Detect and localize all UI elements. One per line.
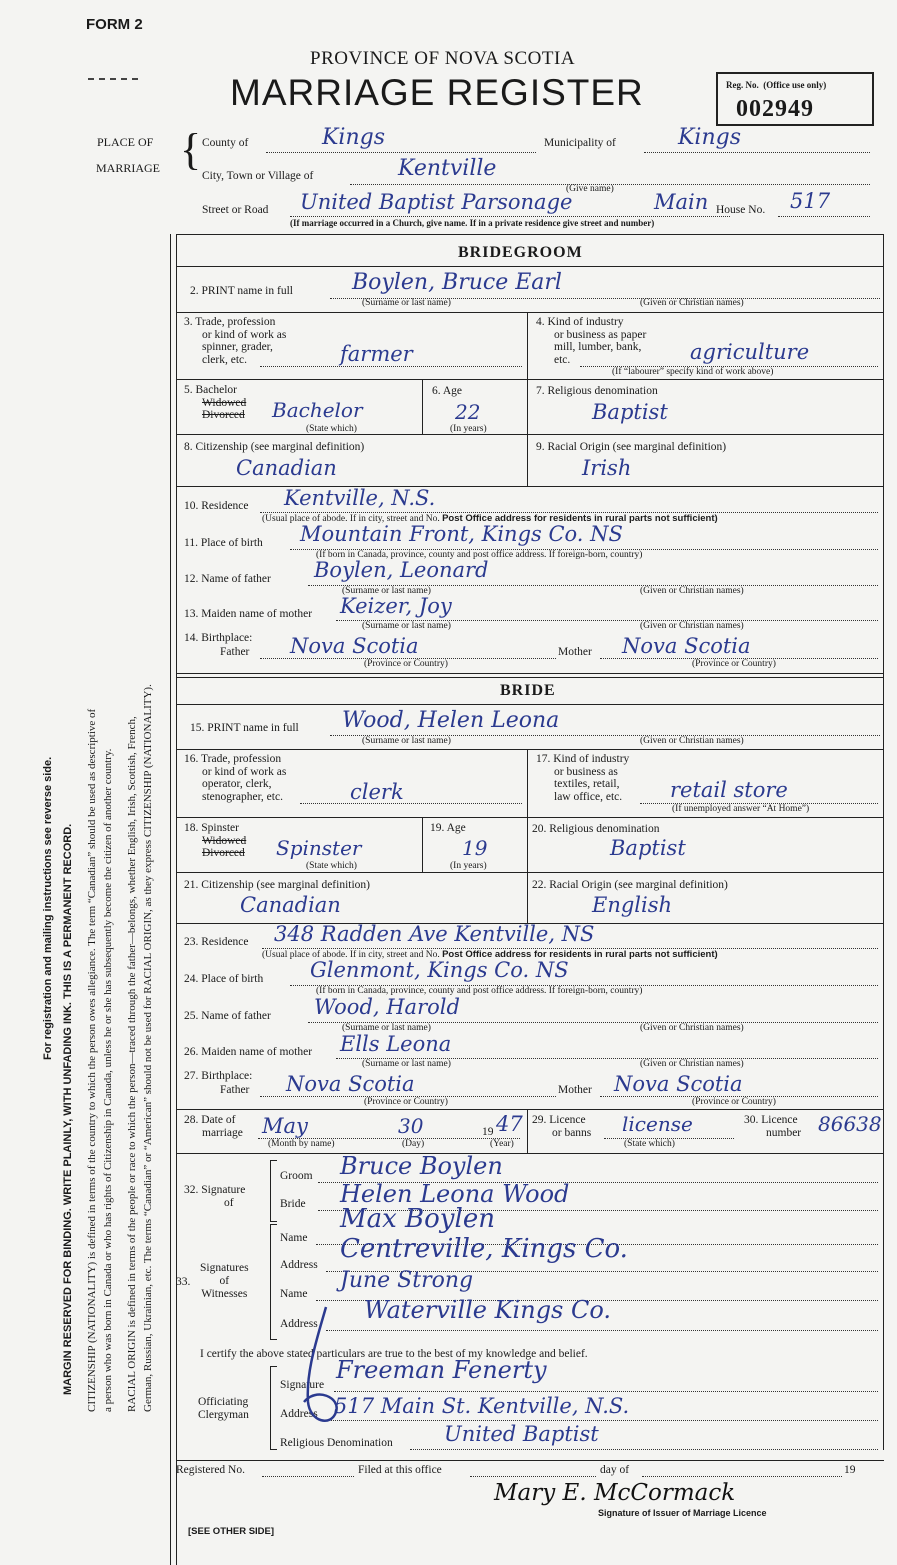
bride-father-surname-hint: (Surname or last name) xyxy=(342,1023,431,1033)
bride-bp-mother-label: Mother xyxy=(558,1084,592,1096)
footer-year: 19 xyxy=(844,1464,856,1476)
groom-birthplace: Mountain Front, Kings Co. NS xyxy=(300,522,623,546)
witness-num: 33. xyxy=(176,1276,191,1288)
sig-label: 32. Signature of xyxy=(184,1184,246,1209)
marriage-month: May xyxy=(262,1114,308,1138)
bride-bp-father-hint: (Province or Country) xyxy=(364,1097,448,1107)
groom-mother-label: 13. Maiden name of mother xyxy=(184,608,313,620)
groom-mother-given-hint: (Given or Christian names) xyxy=(640,621,744,631)
clergy-sig-label: Signature xyxy=(280,1379,325,1391)
street-name-value: Main xyxy=(654,190,709,214)
place-brace: { xyxy=(180,125,202,174)
margin-line-6: German, Russian, Ukrainian, etc. The terms “Canadian” or “American” should not be used for RACIAL ORIGIN, as they express CITIZENSHIP (NATIONALITY). xyxy=(142,684,154,1412)
day-of-label: day of xyxy=(600,1464,630,1476)
groom-racial: Irish xyxy=(582,456,632,480)
groom-bp-father: Nova Scotia xyxy=(290,634,419,658)
groom-bp-father-hint: (Province or Country) xyxy=(364,659,448,669)
groom-citizenship-label: 8. Citizenship (see marginal definition) xyxy=(184,441,365,453)
place-label-1: PLACE OF xyxy=(97,135,154,149)
bride-citizenship: Canadian xyxy=(240,893,341,917)
w2-address-label: Address xyxy=(280,1318,318,1330)
day-hint: (Day) xyxy=(402,1139,425,1149)
bride-status-label: 18. Spinster Widowed Divorced xyxy=(184,822,247,859)
bride-religion: Baptist xyxy=(610,836,686,860)
groom-father: Boylen, Leonard xyxy=(314,558,489,582)
bride-mother-given-hint: (Given or Christian names) xyxy=(640,1059,744,1069)
bride-age: 19 xyxy=(462,836,488,860)
margin-line-3: CITIZENSHIP (NATIONALITY) is defined in terms of the country to which the person owes allegiance. The term “Canadian” should be used as descriptive of xyxy=(86,708,98,1412)
groom-religion: Baptist xyxy=(592,400,668,424)
bride-bp-label: 27. Birthplace: xyxy=(184,1070,253,1082)
bride-name-label: 15. PRINT name in full xyxy=(190,722,299,734)
page-title: MARRIAGE REGISTER xyxy=(230,72,644,113)
street-label: Street or Road xyxy=(202,204,269,216)
groom-age-label: 6. Age xyxy=(432,385,463,397)
w2-name-label: Name xyxy=(280,1288,308,1300)
filed-label: Filed at this office xyxy=(358,1464,442,1476)
bride-industry-hint: (If unemployed answer “At Home”) xyxy=(672,804,810,814)
licence-number: 86638 xyxy=(818,1112,882,1136)
reg-number-box xyxy=(716,72,874,126)
licence-state-which: (State which) xyxy=(624,1139,675,1149)
reg-office-note: (Office use only) xyxy=(763,80,827,90)
w2-address: Waterville Kings Co. xyxy=(364,1296,612,1324)
clergy-address-label: Address xyxy=(280,1408,318,1420)
city-value: Kentville xyxy=(398,156,497,181)
bride-years-hint: (In years) xyxy=(450,861,487,871)
bride-mother-label: 26. Maiden name of mother xyxy=(184,1046,313,1058)
w1-name-label: Name xyxy=(280,1232,308,1244)
date-label: 28. Date of marriage xyxy=(184,1114,243,1139)
bride-father-given-hint: (Given or Christian names) xyxy=(640,1023,744,1033)
bride-status: Spinster xyxy=(276,836,362,860)
w1-address: Centreville, Kings Co. xyxy=(340,1234,628,1264)
bride-name: Wood, Helen Leona xyxy=(342,708,560,733)
groom-mother-surname-hint: (Surname or last name) xyxy=(362,621,451,631)
street-note: (If marriage occurred in a Church, give name. If in a private residence give street and number) xyxy=(290,218,655,228)
house-label: House No. xyxy=(716,204,766,216)
margin-line-5: RACIAL ORIGIN is defined in terms of the people or race to which the person—traced through the father—belongs, whether English, Irish, Scottish, French, xyxy=(126,716,138,1412)
denom-label: Religious Denomination xyxy=(280,1437,393,1449)
groom-section-title: BRIDEGROOM xyxy=(458,244,583,261)
groom-bp-label: 14. Birthplace: xyxy=(184,632,253,644)
certify-text: I certify the above stated particulars are true to the best of my knowledge and belief. xyxy=(200,1348,588,1360)
w2-name: June Strong xyxy=(340,1268,474,1293)
clergy-flourish xyxy=(296,1302,356,1432)
groom-sig-label: Groom xyxy=(280,1170,313,1182)
margin-line-2: MARGIN RESERVED FOR BINDING. WRITE PLAINLY, WITH UNFADING INK. THIS IS A PERMANENT RECORD. xyxy=(62,823,74,1395)
province-heading: PROVINCE OF NOVA SCOTIA xyxy=(310,48,576,69)
bride-industry: retail store xyxy=(670,778,788,802)
bride-signature: Helen Leona Wood xyxy=(340,1180,570,1208)
marriage-day: 30 xyxy=(398,1114,424,1138)
give-name-hint: (Give name) xyxy=(566,184,614,194)
groom-age: 22 xyxy=(455,400,481,424)
county-value: Kings xyxy=(322,125,386,150)
clergy-address: 517 Main St. Kentville, N.S. xyxy=(334,1394,630,1418)
groom-birthplace-label: 11. Place of birth xyxy=(184,537,263,549)
issuer-signature: Mary E. McCormack xyxy=(494,1480,736,1506)
denom-value: United Baptist xyxy=(444,1422,599,1446)
bride-state-which: (State which) xyxy=(306,861,357,871)
groom-given-hint: (Given or Christian names) xyxy=(640,298,744,308)
groom-bp-mother: Nova Scotia xyxy=(622,634,751,658)
bride-mother: Ells Leona xyxy=(340,1032,452,1056)
groom-bp-father-label: Father xyxy=(220,646,250,658)
groom-bp-mother-label: Mother xyxy=(558,646,592,658)
groom-residence-label: 10. Residence xyxy=(184,500,249,512)
groom-industry-label: 4. Kind of industry or business as paper mill, lumber, bank, etc. xyxy=(536,316,647,366)
w1-name: Max Boylen xyxy=(340,1204,495,1234)
bride-bp-mother-hint: (Province or Country) xyxy=(692,1097,776,1107)
groom-industry-hint: (If “labourer” specify kind of work above) xyxy=(612,367,774,377)
bride-residence-label: 23. Residence xyxy=(184,936,249,948)
bride-bp-mother: Nova Scotia xyxy=(614,1072,743,1096)
groom-bp-mother-hint: (Province or Country) xyxy=(692,659,776,669)
reg-number: 002949 xyxy=(736,96,814,122)
groom-religion-label: 7. Religious denomination xyxy=(536,385,658,397)
bride-residence-hint: (Usual place of abode. If in city, street and No. Post Office address for residents in rural parts not sufficient) xyxy=(262,949,718,960)
bride-trade: clerk xyxy=(350,780,404,804)
bride-trade-label: 16. Trade, profession or kind of work as operator, clerk, stenographer, etc. xyxy=(184,753,287,803)
city-label: City, Town or Village of xyxy=(202,170,314,182)
reg-label: Reg. No. xyxy=(726,80,759,90)
bride-given-hint: (Given or Christian names) xyxy=(640,736,744,746)
licence-type: license xyxy=(622,1112,693,1136)
margin-line-4: a person who was born in Canada or who has rights of Citizenship in Canada, unless he or she has subsequently become the citizen of another country. xyxy=(102,748,114,1412)
clergy-bracket xyxy=(270,1366,277,1450)
issuer-label: Signature of Issuer of Marriage Licence xyxy=(598,1508,767,1518)
place-label-2: MARRIAGE xyxy=(96,161,161,175)
groom-residence-hint: (Usual place of abode. If in city, street and No. Post Office address for residents in rural parts not sufficient) xyxy=(262,513,718,524)
bride-section-title: BRIDE xyxy=(500,682,556,699)
witness-label: Signatures of Witnesses xyxy=(200,1262,249,1300)
see-other-side: [SEE OTHER SIDE] xyxy=(188,1526,275,1537)
groom-surname-hint: (Surname or last name) xyxy=(362,298,451,308)
binding-mark xyxy=(88,78,138,80)
bride-mother-surname-hint: (Surname or last name) xyxy=(362,1059,451,1069)
house-value: 517 xyxy=(790,189,831,213)
year-hint: (Year) xyxy=(490,1139,514,1149)
groom-residence: Kentville, N.S. xyxy=(284,486,436,510)
bride-father: Wood, Harold xyxy=(314,995,460,1019)
groom-name-label: 2. PRINT name in full xyxy=(190,285,293,297)
groom-birthplace-hint: (If born in Canada, province, county and post office address. If foreign-born, country) xyxy=(316,550,643,560)
clergy-label: Officiating Clergyman xyxy=(198,1396,249,1421)
bride-age-label: 19. Age xyxy=(430,822,466,834)
licence-label: 29. Licence or banns xyxy=(532,1114,592,1139)
w1-address-label: Address xyxy=(280,1259,318,1271)
bride-racial: English xyxy=(592,893,673,917)
marriage-year: 47 xyxy=(496,1112,523,1136)
bride-bp-father-label: Father xyxy=(220,1084,250,1096)
groom-mother: Keizer, Joy xyxy=(340,594,452,618)
bride-birthplace-hint: (If born in Canada, province, county and post office address. If foreign-born, country) xyxy=(316,986,643,996)
county-label: County of xyxy=(202,137,249,149)
licence-no-label: 30. Licence number xyxy=(744,1114,802,1139)
municipality-label: Municipality of xyxy=(544,137,616,149)
month-hint: (Month by name) xyxy=(268,1139,335,1149)
clergy-signature: Freeman Fenerty xyxy=(336,1356,547,1384)
groom-name: Boylen, Bruce Earl xyxy=(352,270,562,295)
groom-father-label: 12. Name of father xyxy=(184,573,271,585)
bride-citizenship-label: 21. Citizenship (see marginal definition) xyxy=(184,879,370,891)
groom-father-given-hint: (Given or Christian names) xyxy=(640,586,744,596)
registered-label: Registered No. xyxy=(176,1464,245,1476)
bride-surname-hint: (Surname or last name) xyxy=(362,736,451,746)
form-number: FORM 2 xyxy=(86,16,143,33)
bride-birthplace: Glenmont, Kings Co. NS xyxy=(310,958,569,982)
bride-religion-label: 20. Religious denomination xyxy=(532,823,660,835)
groom-racial-label: 9. Racial Origin (see marginal definition) xyxy=(536,441,727,453)
groom-father-surname-hint: (Surname or last name) xyxy=(342,586,431,596)
groom-trade: farmer xyxy=(340,342,413,366)
groom-trade-label: 3. Trade, profession or kind of work as spinner, grader, clerk, etc. xyxy=(184,316,287,366)
municipality-value: Kings xyxy=(678,125,742,150)
marriage-year-prefix: 19 xyxy=(482,1126,494,1138)
street-value: United Baptist Parsonage xyxy=(300,190,573,214)
bride-sig-label: Bride xyxy=(280,1198,306,1210)
groom-industry: agriculture xyxy=(690,340,810,364)
groom-state-which: (State which) xyxy=(306,424,357,434)
sig-bracket xyxy=(270,1160,277,1222)
bride-father-label: 25. Name of father xyxy=(184,1010,271,1022)
witness-bracket xyxy=(270,1224,277,1340)
groom-signature: Bruce Boylen xyxy=(340,1152,503,1180)
groom-status: Bachelor xyxy=(272,398,363,422)
bride-racial-label: 22. Racial Origin (see marginal definition) xyxy=(532,879,728,891)
groom-citizenship: Canadian xyxy=(236,456,337,480)
bride-bp-father: Nova Scotia xyxy=(286,1072,415,1096)
margin-line-1: For registration and mailing instructions see reverse side. xyxy=(42,756,54,1060)
bride-birthplace-label: 24. Place of birth xyxy=(184,973,264,985)
bride-residence: 348 Radden Ave Kentville, NS xyxy=(274,922,595,946)
groom-status-label: 5. Bachelor Widowed Divorced xyxy=(184,384,247,421)
groom-years-hint: (In years) xyxy=(450,424,487,434)
bride-industry-label: 17. Kind of industry or business as textiles, retail, law office, etc. xyxy=(536,753,630,803)
